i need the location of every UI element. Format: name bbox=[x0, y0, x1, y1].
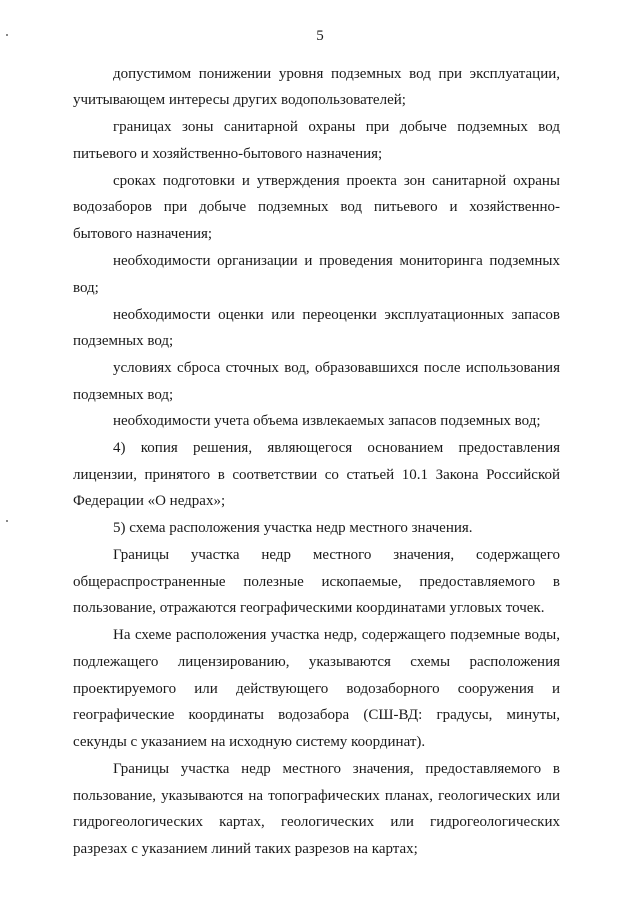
text-line: бытового назначения; bbox=[73, 226, 213, 242]
text-line: Границы участка недр местного значения, содержащего bbox=[113, 547, 560, 563]
text-line: 4) копия решения, являющегося основанием предоставления bbox=[113, 440, 560, 456]
text-line: Границы участка недр местного значения, предоставляемого в bbox=[113, 761, 560, 777]
text-line: лицензии, принятого в соответствии со статьей 10.1 Закона Российской bbox=[73, 467, 560, 483]
text-line: подлежащего лицензированию, указываются схемы расположения bbox=[73, 654, 560, 670]
text-line: условиях сброса сточных вод, образовавшихся после использования bbox=[113, 360, 560, 376]
text-line: гидрогеологических картах, геологических или гидрогеологических bbox=[73, 814, 560, 830]
scan-speck bbox=[6, 34, 8, 36]
text-line: питьевого и хозяйственно-бытового назначения; bbox=[73, 146, 383, 162]
text-line: На схеме расположения участка недр, содержащего подземные воды, bbox=[113, 627, 560, 643]
text-line: 5) схема расположения участка недр местного значения. bbox=[113, 520, 473, 536]
text-line: необходимости учета объема извлекаемых запасов подземных вод; bbox=[113, 413, 541, 429]
text-line: подземных вод; bbox=[73, 387, 174, 403]
text-line: водозаборов при добыче подземных вод питьевого и хозяйственно- bbox=[73, 199, 560, 215]
text-line: сроках подготовки и утверждения проекта зон санитарной охраны bbox=[113, 173, 560, 189]
text-line: географические координаты водозабора (СШ-ВД: градусы, минуты, bbox=[73, 707, 560, 723]
text-line: проектируемого или действующего водозаборного сооружения и bbox=[73, 681, 560, 697]
text-line: подземных вод; bbox=[73, 333, 174, 349]
text-line: секунды с указанием на исходную систему координат). bbox=[73, 734, 426, 750]
text-line: необходимости организации и проведения мониторинга подземных bbox=[113, 253, 560, 269]
text-line: разрезах с указанием линий таких разрезов на картах; bbox=[73, 841, 418, 857]
text-line: вод; bbox=[73, 280, 99, 296]
text-line: общераспространенные полезные ископаемые, предоставляемого в bbox=[73, 574, 560, 590]
text-line: границах зоны санитарной охраны при добыче подземных вод bbox=[113, 119, 560, 135]
text-line: Федерации «О недрах»; bbox=[73, 493, 226, 509]
text-line: необходимости оценки или переоценки эксплуатационных запасов bbox=[113, 307, 560, 323]
text-line: пользование, указываются на топографических планах, геологических или bbox=[73, 788, 560, 804]
text-line: пользование, отражаются географическими координатами угловых точек. bbox=[73, 600, 545, 616]
text-line: учитывающем интересы других водопользователей; bbox=[73, 92, 406, 108]
text-line: допустимом понижении уровня подземных вод при эксплуатации, bbox=[113, 66, 560, 82]
scan-speck bbox=[6, 520, 8, 522]
page-number: 5 bbox=[316, 28, 324, 44]
